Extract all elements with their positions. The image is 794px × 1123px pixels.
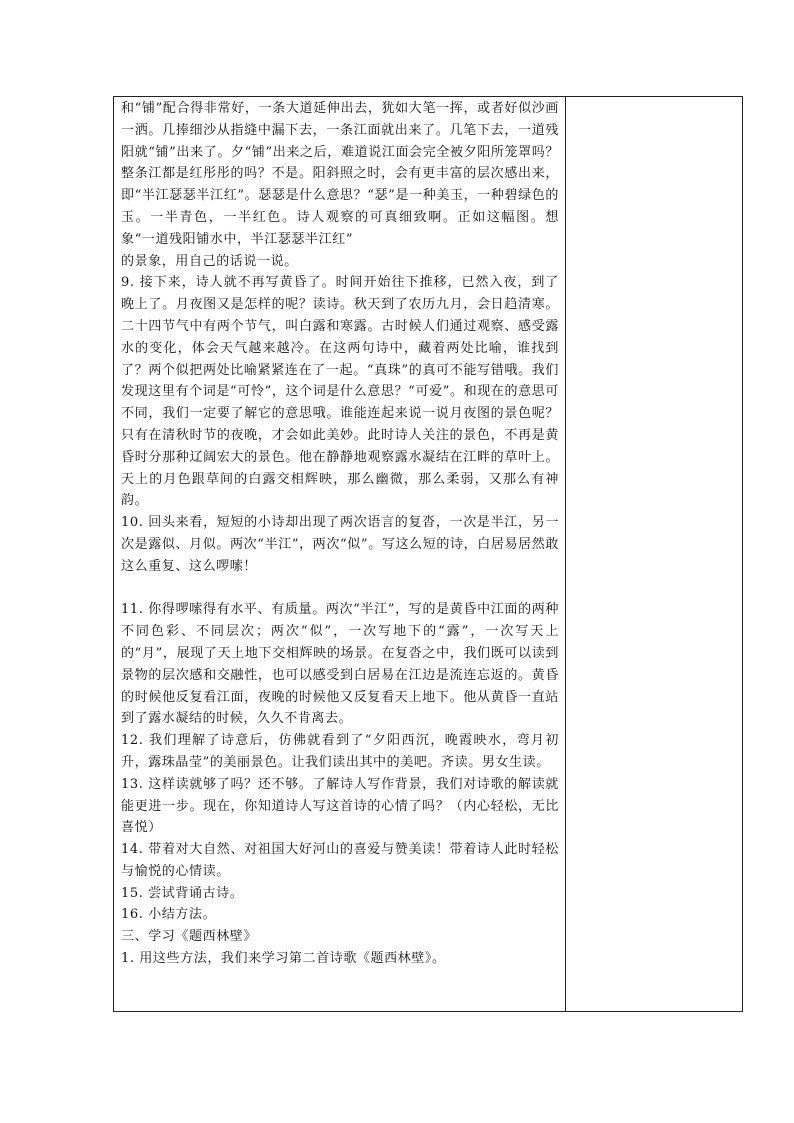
section-heading-3: 三、学习《题西林壁》 xyxy=(121,929,258,945)
blank-line xyxy=(121,578,559,600)
paragraph-step-9: 9. 接下来，诗人就不再写黄昏了。时间开始往下推移，已然入夜，到了晚上了。月夜图又是怎样的呢？读诗。秋天到了农历九月，会日趋清寒。二十四节气中有两个节气，叫白露和寒露。古时候人们通过观察、感受露水的变化，体会天气越来越冷。在这两句诗中，藏着两处比喻，谁找到了？两个似把两处比喻紧紧连在了一起。“真珠”的真可不能写错哦。我们发现这里有个词是“可怜”，这个词是什么意思？“可爱”。和现在的意思可不同，我们一定要了解它的意思哦。谁能连起来说一说月夜图的景色呢？只有在清秋时节的夜晚，才会如此美妙。此时诗人关注的景色，不再是黄昏时分那种辽阔宏大的景色。他在静静地观察露水凝结在江畔的草叶上。天上的月色跟草间的白露交相辉映，那么幽微，那么柔弱，又那么有神韵。 xyxy=(121,275,559,509)
paragraph-section-3-step-1: 1. 用这些方法，我们来学习第二首诗歌《题西林壁》。 xyxy=(121,951,446,967)
paragraph-describe-scene: 的景象，用自己的话说一说。 xyxy=(121,253,298,269)
paragraph-step-10: 10. 回头来看，短短的小诗却出现了两次语言的复沓，一次是半江，另一次是露似、月似。两次“半江”，两次“似”。写这么短的诗，白居易居然敢这么重复、这么啰嗦！ xyxy=(121,515,559,574)
teaching-process-cell xyxy=(114,97,566,1011)
paragraph-pu-analysis: 和“铺”配合得非常好，一条大道延伸出去，犹如大笔一挥，或者好似沙画一洒。几捧细沙从指缝中漏下去，一条江面就出来了。几笔下去，一道残阳就“铺”出来了。夕“铺”出来之后，难道说江面会完全被夕阳所笼罩吗？整条江都是红彤彤的吗？不是。阳斜照之时，会有更丰富的层次感出来，即“半江瑟瑟半江红”。瑟瑟是什么意思？“瑟”是一种美玉，一种碧绿色的玉。一半青色，一半红色。诗人观察的可真细致啊。正如这幅图。想象“一道残阳铺水中，半江瑟瑟半江红” xyxy=(121,101,559,247)
paragraph-step-15: 15. 尝试背诵古诗。 xyxy=(121,885,244,901)
paragraph-step-12: 12. 我们理解了诗意后，仿佛就看到了“夕阳西沉，晚霞映水，弯月初升，露珠晶莹”的美丽景色。让我们读出其中的美吧。齐读。男女生读。 xyxy=(121,733,559,770)
notes-cell xyxy=(566,97,742,1011)
paragraph-step-13: 13. 这样读就够了吗？还不够。了解诗人写作背景，我们对诗歌的解读就能更进一步。现在，你知道诗人写这首诗的心情了吗？（内心轻松，无比喜悦） xyxy=(121,776,559,836)
paragraph-step-16: 16. 小结方法。 xyxy=(121,907,217,923)
paragraph-step-11: 11. 你得啰嗦得有水平、有质量。两次“半江”，写的是黄昏中江面的两种不同色彩、不同层次；两次“似”，一次写地下的“露”，一次写天上的“月”，展现了天上地下交相辉映的场景。在复沓之中，我们既可以读到景物的层次感和交融性，也可以感受到白居易在江边是流连忘返的。黄昏的时候他反复看江面，夜晚的时候他又反复看天上地下。他从黄昏一直站到了露水凝结的时候，久久不肯离去。 xyxy=(121,602,559,727)
lesson-plan-table xyxy=(113,96,743,1012)
paragraph-step-14: 14. 带着对大自然、对祖国大好河山的喜爱与赞美读！带着诗人此时轻松与愉悦的心情读。 xyxy=(121,842,559,879)
